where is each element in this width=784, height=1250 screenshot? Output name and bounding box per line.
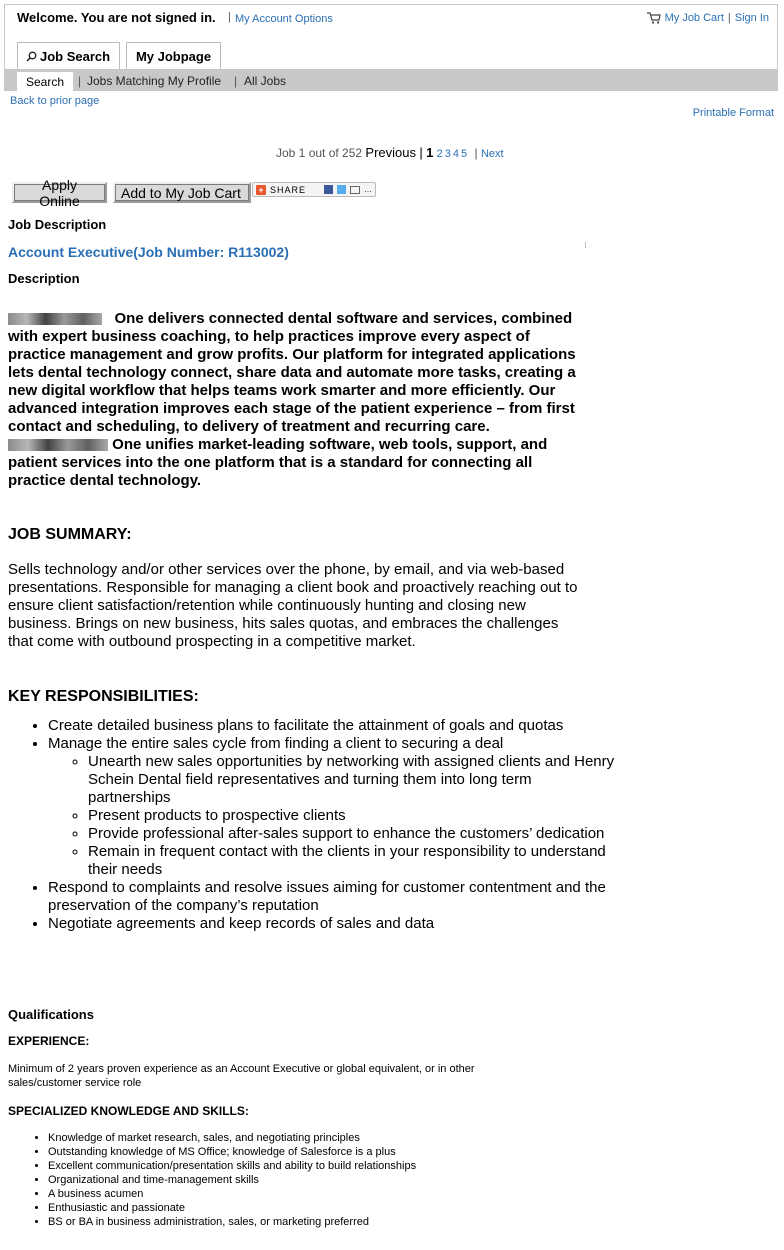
subnav-search[interactable] [17,72,73,91]
intro-part-2: One unifies market-leading software, web tools, support, and patient services into the one platform that is a standard for connecting all practice dental technology. [8,436,548,489]
pager-page-link[interactable]: 3 [444,148,451,160]
pager-page-link[interactable]: 5 [461,148,468,160]
my-account-options-link[interactable]: My Account Options [235,13,333,25]
welcome-text: Welcome. You are not signed in. [17,10,216,25]
qualifications-heading: Qualifications [8,1007,94,1022]
pager-page-link[interactable]: 4 [452,148,460,160]
list-item: • Create detailed business plans to facilitate the attainment of goals and quotas [48,717,618,735]
list-item: ◦ Provide professional after-sales support to enhance the customers’ dedication [88,825,618,843]
job-title: Account Executive(Job Number: R113002) [8,244,289,260]
subnav-search-label: Search [25,74,65,89]
skills-heading: SPECIALIZED KNOWLEDGE AND SKILLS: [8,1104,249,1118]
job-description-heading: Job Description [8,217,107,232]
list-item: ◦ Present products to prospective clients [88,807,618,825]
plus-icon: + [256,185,266,195]
redacted-company-name [8,439,108,451]
pager-next[interactable]: Next [480,148,504,160]
tab-my-jobpage[interactable] [126,42,221,70]
subnav-separator: | [78,74,82,88]
key-responsibilities-heading: KEY RESPONSIBILITIES: [8,688,199,705]
experience-text: Minimum of 2 years proven experience as an Account Executive or global equivalent, or in other sales/customer service role [8,1063,475,1089]
job-summary-text: Sells technology and/or other services over the phone, by email, and via web-based presentations. Responsible for managing a client book and proactively reaching out to ensure client satisfaction/retention while continuously hunting and closing new business. Brings on new business, hits sales quotas, and embraces the challenges that come with outbound prospecting in a competitive market. [8,561,578,650]
list-item: • Excellent communication/presentation skills and ability to build relationships [48,1159,416,1173]
redacted-company-name [8,313,102,325]
skills-list [8,1131,416,1229]
list-item: • Knowledge of market research, sales, and negotiating principles [48,1131,416,1145]
search-icon [26,51,37,62]
apply-online-button[interactable]: Apply Online [12,182,107,203]
add-to-job-cart-button[interactable]: Add to My Job Cart [113,182,251,203]
tab-my-jobpage-label: My Jobpage [135,49,212,64]
job-pager [276,145,504,160]
responsibilities-list [8,717,618,933]
job-summary-heading: JOB SUMMARY: [8,526,132,543]
more-icon: … [364,185,372,194]
subnav-all-jobs[interactable]: All Jobs [244,74,287,88]
printable-format-link[interactable]: Printable Format [692,107,774,119]
share-button[interactable] [252,182,376,197]
pager-current-page: 1 [426,145,434,160]
list-item: • Negotiate agreements and keep records of sales and data [48,915,618,933]
list-item: • Enthusiastic and passionate [48,1201,416,1215]
pager-previous[interactable]: Previous [365,145,416,160]
back-to-prior-page-link[interactable]: Back to prior page [10,95,100,107]
cart-icon[interactable] [647,12,661,24]
cart-area [647,12,769,24]
pager-summary: Job 1 out of 252 [276,146,363,160]
pager-separator: | [419,145,423,160]
share-label: SHARE [270,184,307,195]
list-item: ◦ Unearth new sales opportunities by networking with assigned clients and Henry Schein Dental field representatives and turning them into long term partnerships [88,753,618,807]
list-item-text: Manage the entire sales cycle from finding a client to securing a deal [48,735,504,752]
header-frame [4,4,778,91]
list-item: • Respond to complaints and resolve issues aiming for customer contentment and the preservation of the company’s reputation [48,879,618,915]
twitter-icon [337,185,346,194]
experience-heading: EXPERIENCE: [8,1034,90,1048]
list-item: • Organizational and time-management skills [48,1173,416,1187]
list-item: • BS or BA in business administration, sales, or marketing preferred [48,1215,416,1229]
list-item [48,735,618,879]
sign-in-link[interactable]: Sign In [734,12,769,24]
subnav-jobs-matching-profile[interactable]: Jobs Matching My Profile [87,74,222,88]
facebook-icon [324,185,333,194]
list-item: • A business acumen [48,1187,416,1201]
email-icon [350,186,360,194]
sub-navigation [5,69,777,91]
list-item: • Outstanding knowledge of MS Office; knowledge of Salesforce is a plus [48,1145,416,1159]
header-separator-2: | [727,12,731,24]
my-job-cart-link[interactable]: My Job Cart [664,12,724,24]
subnav-separator: | [234,74,238,88]
description-heading: Description [8,271,80,286]
pager-separator: | [474,146,478,160]
pager-page-link[interactable]: 2 [436,148,443,160]
header-separator: | [228,11,231,23]
divider-mark [585,242,586,248]
tab-job-search-label: Job Search [40,49,111,64]
sub-responsibilities-list [48,753,618,879]
company-intro [8,310,578,490]
list-item: ◦ Remain in frequent contact with the clients in your responsibility to understand their needs [88,843,618,879]
tab-job-search[interactable] [17,42,120,70]
intro-part-1: One delivers connected dental software and services, combined with expert business coaching, to help practices improve every aspect of practice management and grow profits. Our platform for integrated applications lets dental technology connect, share data and automate more tasks, creating a new digital workflow that helps teams work smarter and more efficiently. Our advanced integration improves each stage of the patient experience – from first contact and scheduling, to delivery of treatment and recurring care. [8,310,576,435]
